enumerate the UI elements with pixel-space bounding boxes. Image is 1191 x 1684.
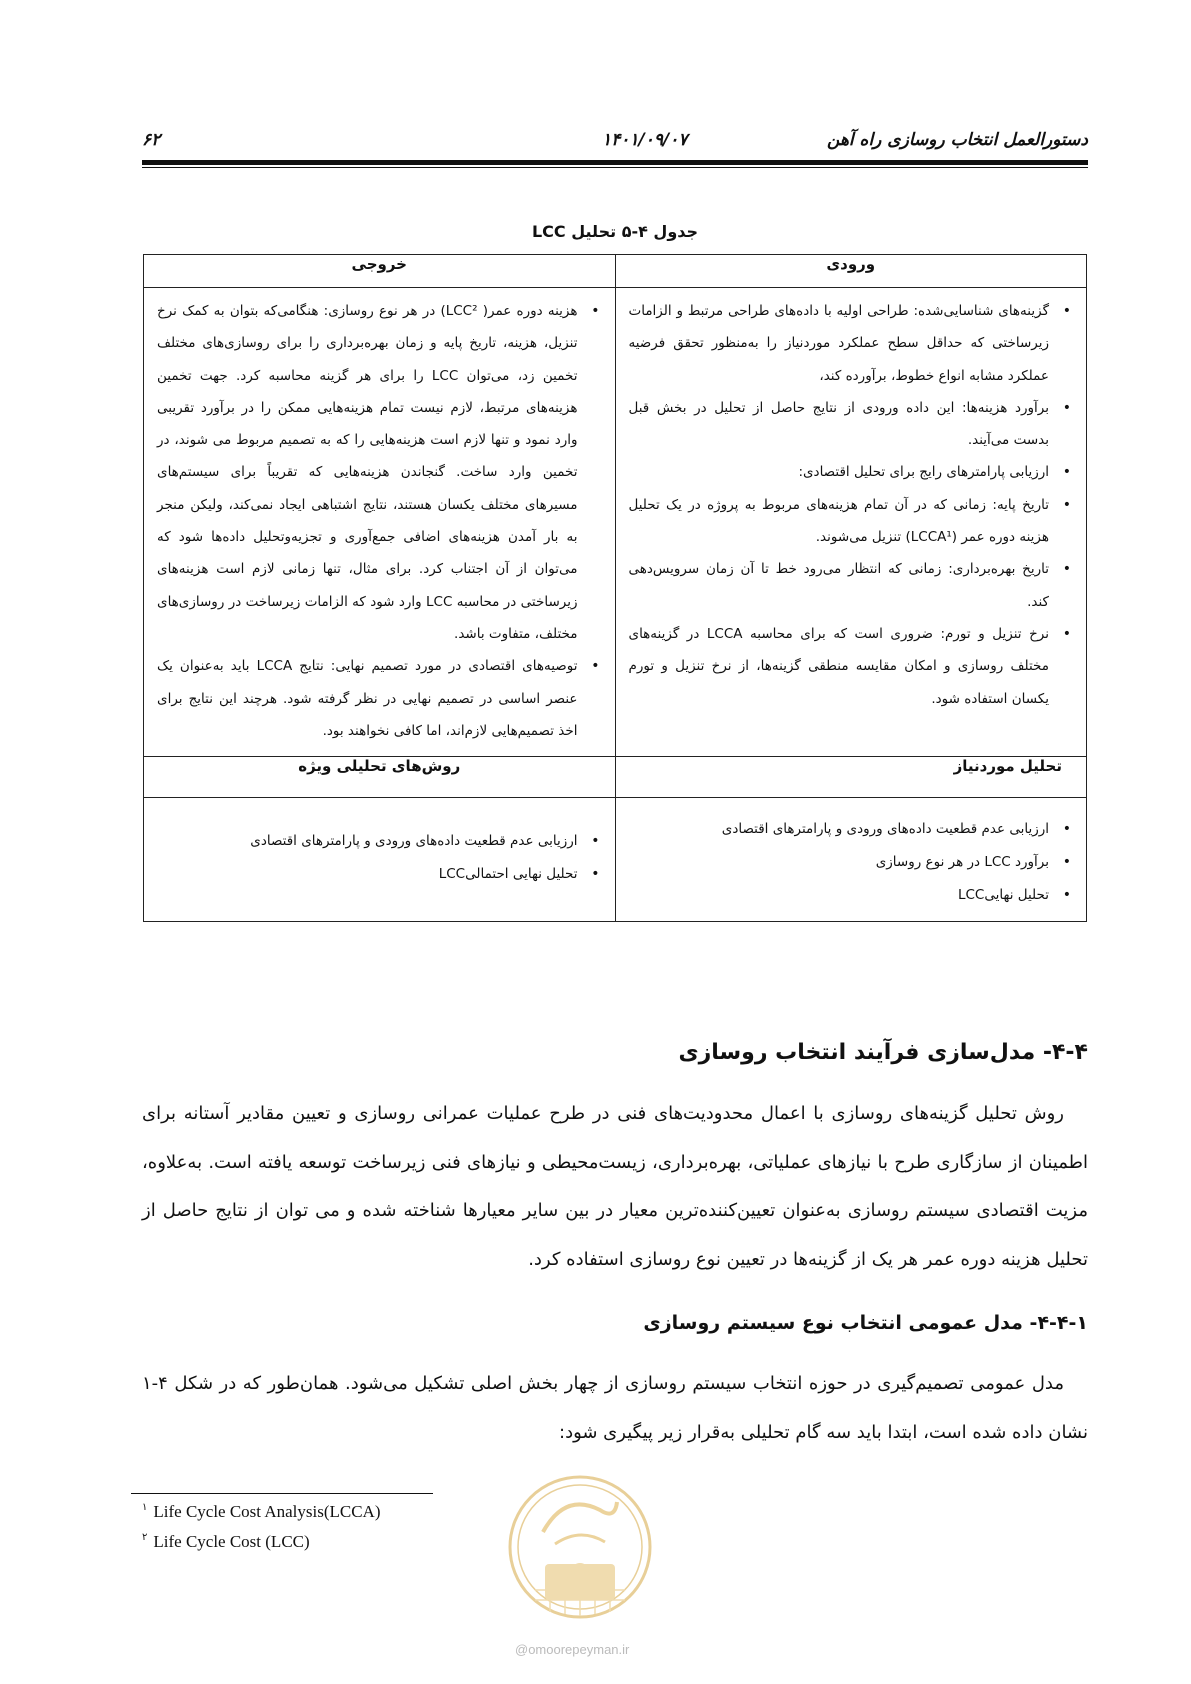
input-column-header: ورودی xyxy=(615,255,1087,288)
footnote-rule xyxy=(131,1493,433,1494)
footnote-mark: ۲ xyxy=(142,1532,148,1544)
methods-cell xyxy=(144,798,616,922)
analysis-cell xyxy=(615,798,1087,922)
output-cell xyxy=(144,288,616,757)
watermark-logo xyxy=(505,1472,655,1634)
input-cell xyxy=(615,288,1087,757)
subsection-paragraph: مدل عمومی تصمیم‌گیری در حوزه انتخاب سیستم روسازی از چهار بخش اصلی تشکیل می‌شود. همان‌طور که در شکل ۴-۱ نشان داده شده است، ابتدا باید سه گام تحلیلی به‌قرار زیر پیگیری شود: xyxy=(142,1373,1088,1443)
list-item: • ارزیابی عدم قطعیت داده‌های ورودی و پارامترهای اقتصادی xyxy=(157,825,600,858)
table-row xyxy=(144,798,1087,922)
footnote-text: Life Cycle Cost Analysis(LCCA) xyxy=(153,1502,381,1521)
table-caption: جدول ۴-۵ تحلیل LCC xyxy=(531,222,699,241)
list-item: • توصیه‌های اقتصادی در مورد تصمیم نهایی: نتایج LCCA باید به‌عنوان یک عنصر اساسی در تصمیم نهایی در نظر گرفته شود. هرچند این نتایج برای اخذ تصمیم‌هایی لازم‌اند، اما کافی نخواهند بود. xyxy=(157,650,600,747)
list-item: • تاریخ بهره‌برداری: زمانی که انتظار می‌رود خط تا آن زمان سرویس‌دهی کند. xyxy=(629,553,1072,618)
footnote-text: Life Cycle Cost (LCC) xyxy=(153,1532,310,1551)
document-title: دستورالعمل انتخاب روسازی راه آهن xyxy=(827,130,1088,150)
footnote xyxy=(142,1532,310,1552)
list-item: • ارزیابی پارامترهای رایج برای تحلیل اقتصادی: xyxy=(629,456,1072,488)
output-column-header: خروجی xyxy=(144,255,616,288)
table-row xyxy=(144,288,1087,757)
methods-column-header: روش‌های تحلیلی ویژه xyxy=(144,757,616,798)
list-item: • برآورد LCC در هر نوع روسازی xyxy=(629,846,1072,879)
list-item: • ارزیابی عدم قطعیت داده‌های ورودی و پارامترهای اقتصادی xyxy=(629,813,1072,846)
header-date: ۱۴۰۱/۰۹/۰۷ xyxy=(602,130,688,150)
footnote xyxy=(142,1502,381,1522)
list-item: • تحلیل نهایی احتمالیLCC xyxy=(157,858,600,891)
page-header xyxy=(142,130,1088,160)
list-item: • نرخ تنزیل و تورم: ضروری است که برای محاسبه LCCA در گزینه‌های مختلف روسازی و امکان مقایسه منطقی گزینه‌ها، از نرخ تنزیل و تورم یکسان استفاده شود. xyxy=(629,618,1072,715)
section-paragraph: روش تحلیل گزینه‌های روسازی با اعمال محدودیت‌های فنی در طرح عملیات عمرانی روسازی و تعیین مقادیر آستانه برای اطمینان از سازگاری طرح با نیازهای عملیاتی، بهره‌برداری، زیست‌محیطی و نیازهای فنی زیرساخت توسعه یافته است. به‌علاوه، مزیت اقتصادی سیستم روسازی به‌عنوان تعیین‌کننده‌ترین معیار در بین سایر معیارها شناخته شده و می توان از نتایج حاصل از تحلیل هزینه دوره عمر هر یک از گزینه‌ها در تعیین نوع روسازی استفاده کرد. xyxy=(142,1103,1088,1270)
subsection-heading: ۴-۴-۱- مدل عمومی انتخاب نوع سیستم روسازی xyxy=(643,1312,1088,1334)
footnote-mark: ۱ xyxy=(142,1502,148,1514)
list-item: • برآورد هزینه‌ها: این داده ورودی از نتایج حاصل از تحلیل در بخش قبل بدست می‌آیند. xyxy=(629,392,1072,457)
table-subheader-row xyxy=(144,757,1087,798)
list-item: • تاریخ پایه: زمانی که در آن تمام هزینه‌های مربوط به پروژه در یک تحلیل هزینه دوره عمر (LCCA¹) تنزیل می‌شوند. xyxy=(629,489,1072,554)
table-header-row xyxy=(144,255,1087,288)
header-rule-thick xyxy=(142,160,1088,165)
list-item: • تحلیل نهاییLCC xyxy=(629,879,1072,912)
watermark-url: @omoorepeyman.ir xyxy=(515,1642,630,1657)
page-number: ۶۲ xyxy=(142,130,161,150)
lcc-table xyxy=(143,254,1087,922)
section-heading: ۴-۴- مدل‌سازی فرآیند انتخاب روسازی xyxy=(678,1040,1088,1065)
analysis-list xyxy=(617,799,1086,920)
output-list xyxy=(145,289,614,755)
analysis-column-header: تحلیل موردنیاز xyxy=(615,757,1087,798)
methods-list xyxy=(145,799,614,899)
header-rule-thin xyxy=(142,167,1088,168)
list-item: • هزینه دوره عمر( LCC²) در هر نوع روسازی: هنگامی‌که بتوان به کمک نرخ تنزیل، هزینه، تاریخ پایه و زمان بهره‌برداری را برای روسازی‌های مختلف تخمین زد، می‌توان LCC را برای هر گزینه محاسبه کرد. جهت تخمین هزینه‌های مرتبط، لازم نیست تمام هزینه‌هایی ممکن را در برآورد تقریبی وارد نمود و تنها لازم است هزینه‌هایی را که به تصمیم مربوط می شوند، در تخمین وارد ساخت. گنجاندن هزینه‌هایی که تقریباً برای سیستم‌های مسیرهای مختلف یکسان هستند، نتایج اشتباهی ایجاد نمی‌کند، ولیکن منجر به بار آمدن هزینه‌های اضافی جمع‌آوری و تجزیه‌وتحلیل داده‌ها شود که می‌توان از آن اجتناب کرد. برای مثال، تنها زمانی لازم است هزینه‌های زیرساختی در محاسبه LCC وارد شود که الزامات زیرساخت در روسازی‌های مختلف، متفاوت باشد. xyxy=(157,295,600,650)
list-item: • گزینه‌های شناسایی‌شده: طراحی اولیه با داده‌های طراحی مرتبط و الزامات زیرساختی که حداقل سطح عملکرد موردنیاز را به‌منظور تحقق فرضیه عملکرد مشابه انواع خطوط، برآورده کند، xyxy=(629,295,1072,392)
input-list xyxy=(617,289,1086,723)
